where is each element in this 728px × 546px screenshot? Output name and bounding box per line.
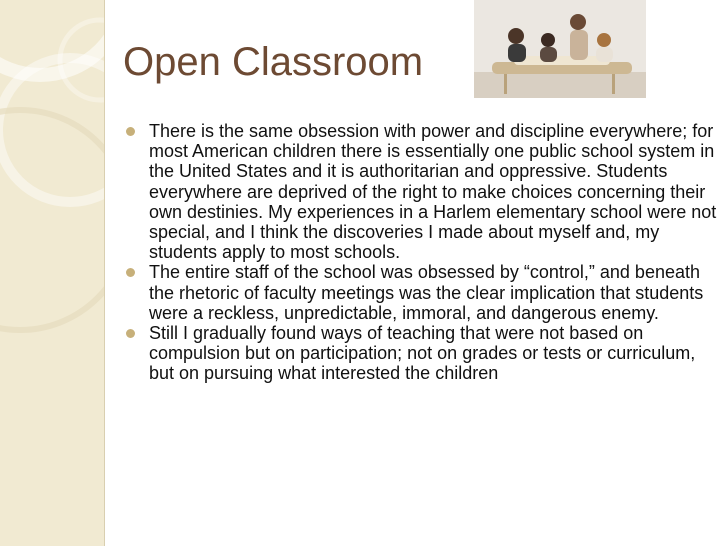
bullet-dot-icon [126, 268, 135, 277]
bullet-item [124, 121, 720, 262]
bullet-text: Still I gradually found ways of teaching that were not based on compulsion but on participation; not on grades or tests or curriculum, but on pursuing what interested the children [149, 323, 696, 384]
bullet-item [124, 262, 720, 323]
slide-title: Open Classroom [123, 40, 424, 84]
classroom-photo [474, 0, 646, 98]
bullet-text: There is the same obsession with power and discipline everywhere; for most American children there is essentially one public school system in the United States and it is authoritarian and oppressive. Students everywhere are deprived of the right to make choices concerning their own destinies. My experiences in a Harlem elementary school were not special, and I think the discoveries I made about myself and, my students apply to most schools. [149, 121, 717, 263]
decorative-side-panel [0, 0, 104, 546]
bullet-dot-icon [126, 127, 135, 136]
side-panel-divider [104, 0, 105, 546]
classroom-photo-image [474, 0, 646, 98]
decorative-circles-graphic [0, 0, 104, 546]
bullet-item [124, 323, 720, 384]
slide-content [124, 121, 720, 384]
bullet-text: The entire staff of the school was obsessed by “control,” and beneath the rhetoric of faculty meetings was the clear implication that students were a reckless, unpredictable, immoral, and dangerous enemy. [149, 262, 704, 323]
bullet-list [124, 121, 720, 384]
bullet-dot-icon [126, 329, 135, 338]
